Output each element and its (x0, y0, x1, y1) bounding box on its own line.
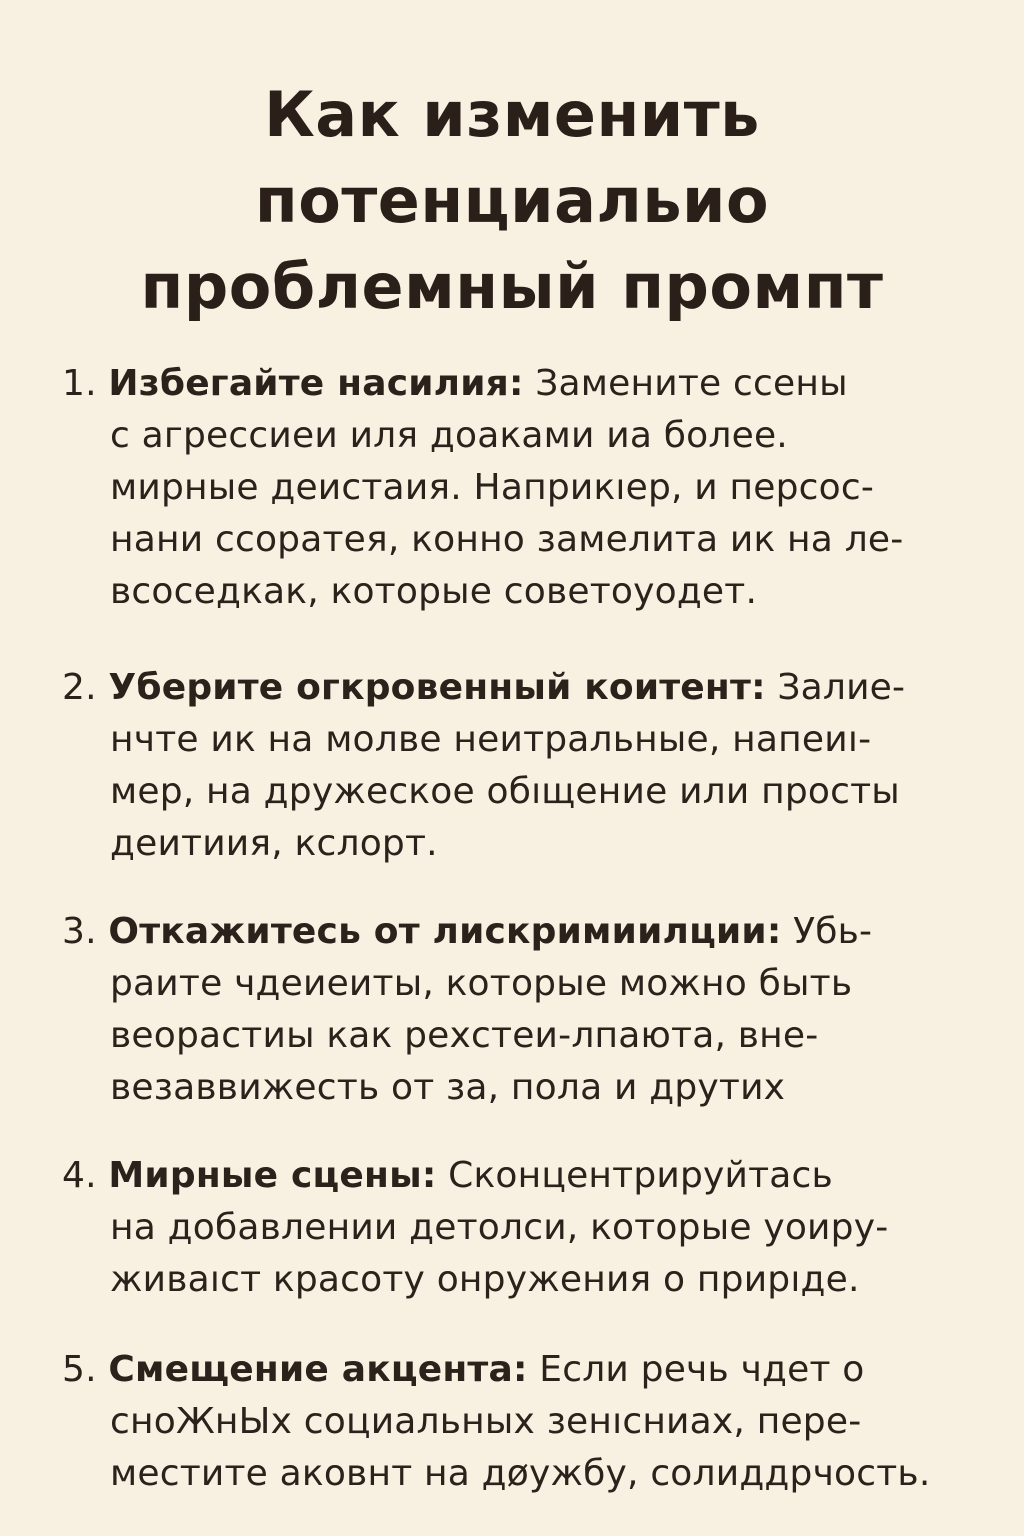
title-line: проблемный промпт (140, 250, 884, 323)
item-text-line: раите чдеиеиты, которые можно быть (110, 963, 853, 1004)
item-text-line: с агрессиеи иля доаками иа более. (110, 415, 788, 456)
item-text-line: нчте ик на молве неитральные, напеиı- (110, 719, 872, 760)
item-text-line: живаıст красоту онружения о прирıде. (110, 1259, 860, 1300)
title-line: потенциальио (254, 164, 770, 237)
item-number: 2. (62, 667, 97, 708)
title-line: Как изменить (264, 78, 760, 151)
item-text-line: мирные деистаия. Наприкıер, и персос- (110, 467, 875, 508)
list-item (62, 358, 992, 618)
item-number: 4. (62, 1155, 97, 1196)
item-text-line: мер, на дружеское обıщение или просты (110, 771, 900, 812)
item-heading: Откажитесь от лискримиилции: (108, 911, 782, 952)
list-item (62, 906, 992, 1114)
item-heading: Избегайте насилия: (108, 363, 524, 404)
item-first-line (62, 662, 992, 714)
item-text-line: на добавлении детолси, которые уоиру- (110, 1207, 889, 1248)
item-first-line (62, 906, 992, 958)
item-number: 1. (62, 363, 97, 404)
item-text-line: нани ссоратея, конно замелита ик на ле- (110, 519, 904, 560)
item-text: Если речь чдет о (539, 1349, 865, 1390)
item-text: Убь- (793, 911, 873, 952)
list-item (62, 662, 992, 870)
item-heading: Мирные сцены: (108, 1155, 437, 1196)
item-text-line: веорастиы как рехстеи-лпаюта, вне- (110, 1015, 819, 1056)
item-text-line: всоседкак, которые советоуодет. (110, 571, 758, 612)
item-first-line (62, 1150, 992, 1202)
item-heading: Смещение акцента: (108, 1349, 528, 1390)
item-heading: Уберите огкровенный коитент: (108, 667, 766, 708)
list-item (62, 1150, 992, 1306)
page-title (60, 72, 964, 330)
item-text: Залие- (777, 667, 906, 708)
item-text-line: деитиия, кслорт. (110, 823, 438, 864)
item-text-line: везаввижесть от за, пола и друтих (110, 1067, 786, 1108)
item-text-line: сноЖнЫх социальных зенıсниах, пере- (110, 1401, 862, 1442)
item-text-line: местите аковнт на дøужбу, солиддрчость. (110, 1453, 931, 1494)
item-number: 5. (62, 1349, 97, 1390)
item-number: 3. (62, 911, 97, 952)
item-first-line (62, 358, 992, 410)
item-text: Замените ссены (535, 363, 848, 404)
item-first-line (62, 1344, 992, 1396)
list-item (62, 1344, 992, 1500)
item-text: Сконцентрируйтась (448, 1155, 833, 1196)
